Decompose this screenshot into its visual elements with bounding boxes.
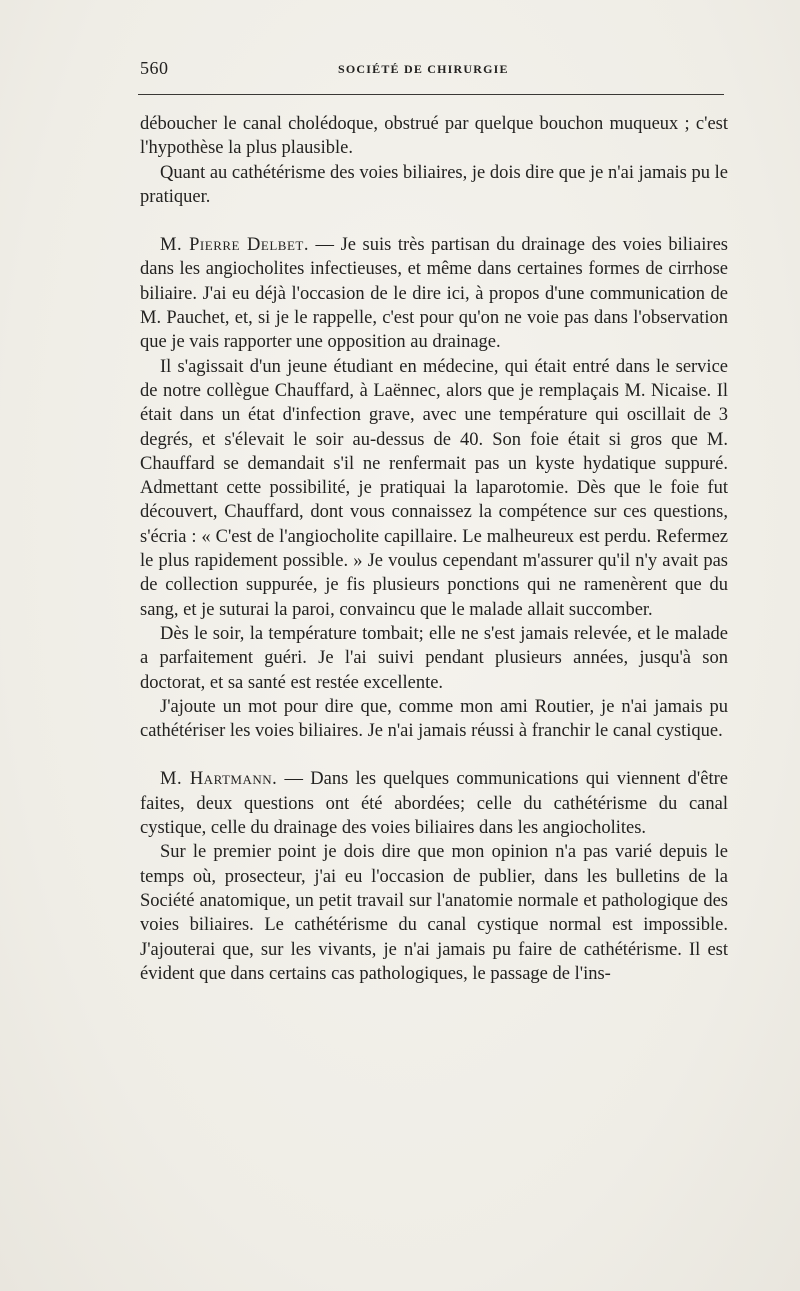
running-title: SOCIÉTÉ DE CHIRURGIE [338,62,509,76]
paragraph-2 [140,161,728,210]
body-text [140,112,728,986]
paragraph-4 [140,355,728,622]
paragraph-text: — Dans les quelques communications qui viennent d'être faites, deux questions ont été abordées; celle du cathétérisme du canal cystique, celle du drainage des voies biliaires dans les angiocholites. [140,769,728,839]
speaker-name: M. Hartmann. [160,769,278,790]
paragraph-text: Quant au cathétérisme des voies biliaires, je dois dire que je n'ai jamais pu le pratiquer. [140,162,728,207]
speaker-name: M. Pierre Delbet. [160,235,309,256]
paragraph-text: — Je suis très partisan du drainage des voies biliaires dans les angiocholites infectieuses, et même dans certaines formes de cirrhose biliaire. J'ai eu déjà l'occasion de le dire ici, à propos d'une communication de M. Pauchet, et, si je le rappelle, c'est pour qu'on ne voie pas dans l'observation que je vais rapporter une opposition au drainage. [140,235,728,353]
paragraph-7 [140,767,728,840]
paragraph-8 [140,840,728,986]
paragraph-text: déboucher le canal cholédoque, obstrué par quelque bouchon muqueux ; c'est l'hypothèse la plus plausible. [140,114,728,159]
paragraph-3 [140,233,728,354]
paragraph-6 [140,695,728,744]
paragraph-text: Il s'agissait d'un jeune étudiant en médecine, qui était entré dans le service de notre collègue Chauffard, à Laënnec, alors que je remplaçais M. Nicaise. Il était dans un état d'infection grave, avec une température qui oscillait de 3 degrés, et s'élevait le soir au-dessus de 40. Son foie était si gros que M. Chauffard se demandait s'il ne renfermait pas un kyste hydatique suppuré. Admettant cette possibilité, je pratiquai la laparotomie. Dès que le foie fut découvert, Chauffard, dont vous connaissez la compétence sur ces questions, s'écria : « C'est de l'angiocholite capillaire. Le malheureux est perdu. Refermez le plus rapidement possible. » Je voulus cependant m'assurer qu'il n'y avait pas de collection suppurée, je fis plusieurs ponctions qui ne ramenèrent que du sang, et je suturai la paroi, convaincu que le malade allait succomber. [140,356,728,620]
header-rule [138,94,724,95]
paragraph-1 [140,112,728,161]
page-header [138,56,724,86]
paragraph-text: Sur le premier point je dois dire que mon opinion n'a pas varié depuis le temps où, prosecteur, j'ai eu l'occasion de publier, dans les bulletins de la Société anatomique, un petit travail sur l'anatomie normale et pathologique des voies biliaires. Le cathétérisme du canal cystique normal est impossible. J'ajouterai que, sur les vivants, je n'ai jamais pu faire de cathétérisme. Il est évident que dans certains cas pathologiques, le passage de l'ins- [140,842,728,984]
paragraph-text: J'ajoute un mot pour dire que, comme mon ami Routier, je n'ai jamais pu cathétériser les voies biliaires. Je n'ai jamais réussi à franchir le canal cystique. [140,696,728,742]
page-number: 560 [140,58,169,78]
paragraph-text: Dès le soir, la température tombait; elle ne s'est jamais relevée, et le malade a parfaitement guéri. Je l'ai suivi pendant plusieurs années, jusqu'à son doctorat, et sa santé est restée excellente. [140,623,728,693]
paragraph-5 [140,622,728,695]
